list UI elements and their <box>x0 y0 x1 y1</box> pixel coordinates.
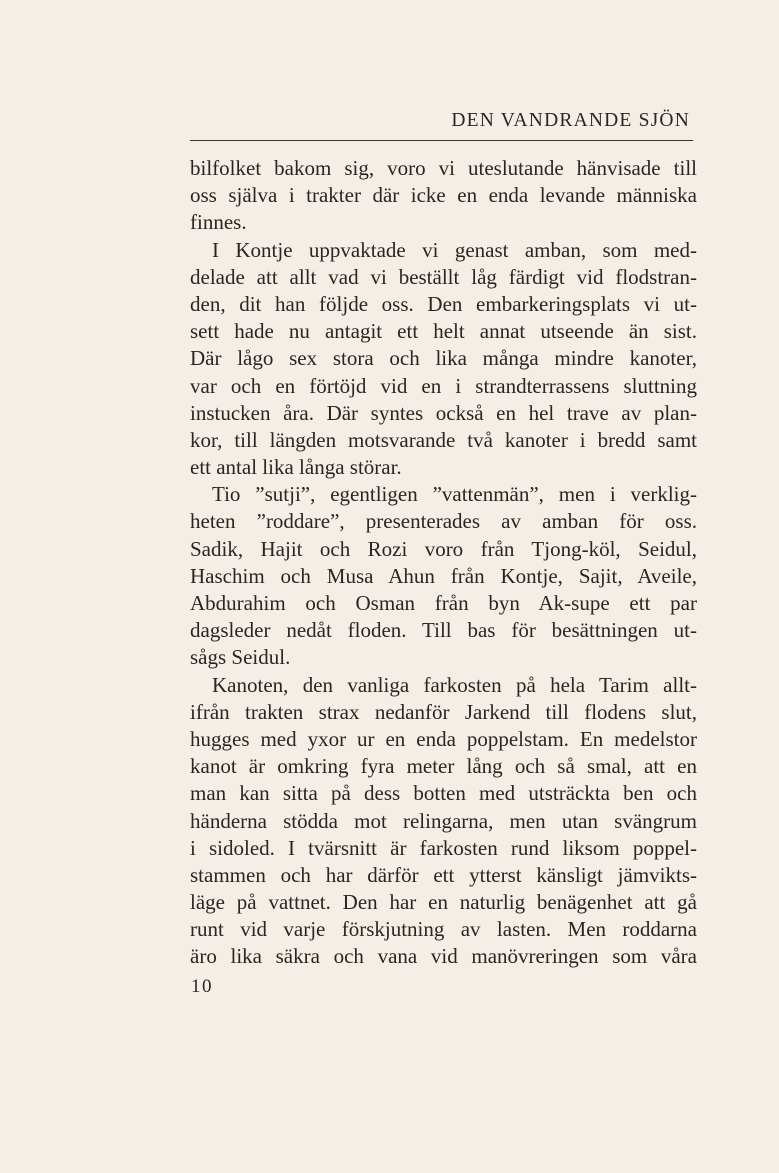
text-line: Kanoten, den vanliga farkosten på hela Tarim allt- <box>212 672 697 697</box>
text-line: Abdurahim och Osman från byn Ak-supe ett par <box>190 591 697 615</box>
page-number: 10 <box>191 976 213 997</box>
body-text <box>190 155 697 971</box>
text-line: kanot är omkring fyra meter lång och så smal, att en <box>190 754 697 779</box>
text-line: I Kontje uppvaktade vi genast amban, som med- <box>212 237 697 262</box>
running-head: DEN VANDRANDE SJÖN <box>451 110 690 131</box>
text-line: delade att allt vad vi beställt låg färdigt vid flodstran- <box>190 264 697 289</box>
text-line: läge på vattnet. Den har en naturlig benägenhet att gå <box>190 890 697 915</box>
text-line: finnes. <box>190 210 247 235</box>
text-line: Tio ”sutji”, egentligen ”vattenmän”, men i verklig- <box>212 482 697 507</box>
text-line: sågs Seidul. <box>190 645 291 670</box>
text-line: heten ”roddare”, presenterades av amban för oss. <box>190 509 697 534</box>
text-line: Haschim och Musa Ahun från Kontje, Sajit, Aveile, <box>190 563 697 588</box>
text-line: ett antal lika långa störar. <box>190 455 402 480</box>
text-line: Sadik, Hajit och Rozi voro från Tjong-köl, Seidul, <box>190 536 697 561</box>
text-line: runt vid varje förskjutning av lasten. Men roddarna <box>190 917 697 942</box>
text-line: Där lågo sex stora och lika många mindre kanoter, <box>190 346 697 371</box>
text-line: bilfolket bakom sig, voro vi uteslutande hänvisade till <box>190 156 697 180</box>
text-line: dagsleder nedåt floden. Till bas för besättningen ut- <box>190 618 697 643</box>
text-line: i sidoled. I tvärsnitt är farkosten rund liksom poppel- <box>190 835 697 860</box>
text-line: händerna stödda mot relingarna, men utan svängrum <box>190 808 697 833</box>
header-rule <box>190 140 693 141</box>
text-line: var och en förtöjd vid en i strandterrassens sluttning <box>190 373 697 398</box>
text-line: instucken åra. Där syntes också en hel trave av plan- <box>190 400 697 425</box>
text-line: den, dit han följde oss. Den embarkeringsplats vi ut- <box>190 291 697 316</box>
text-line: äro lika säkra och vana vid manövreringen som våra <box>190 944 697 969</box>
text-line: sett hade nu antagit ett helt annat utseende än sist. <box>190 319 697 344</box>
text-line: stammen och har därför ett ytterst känsligt jämvikts- <box>190 862 697 887</box>
text-line: kor, till längden motsvarande två kanoter i bredd samt <box>190 427 697 452</box>
text-line: hugges med yxor ur en enda poppelstam. En medelstor <box>190 726 697 751</box>
text-line: man kan sitta på dess botten med utsträckta ben och <box>190 781 697 806</box>
text-line: ifrån trakten strax nedanför Jarkend till flodens slut, <box>190 699 697 724</box>
text-line: oss själva i trakter där icke en enda levande människa <box>190 183 697 208</box>
